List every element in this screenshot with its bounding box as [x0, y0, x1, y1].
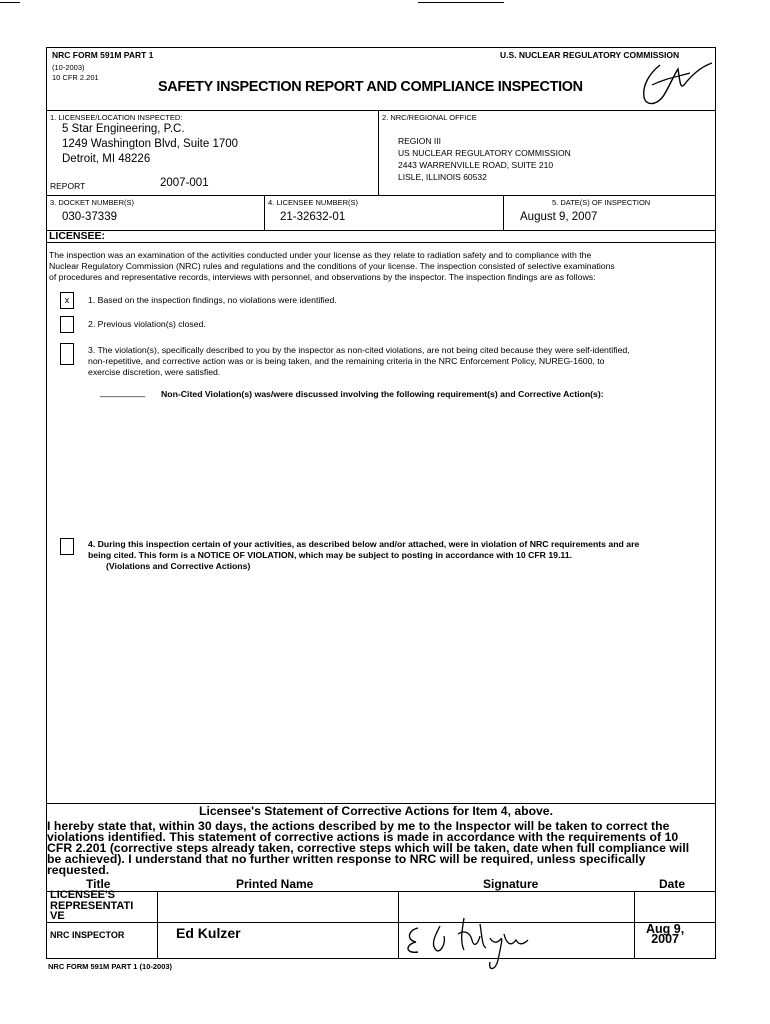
intro-line: of procedures and representative records, interviews with personnel, and observations by the inspector. The inspection findings are as follows:: [49, 272, 596, 282]
agency-name: U.S. NUCLEAR REGULATORY COMMISSION: [500, 50, 680, 60]
scan-mark: [444, 2, 504, 3]
licensee-heading: LICENSEE:: [49, 230, 106, 242]
item4-text: being cited. This form is a NOTICE OF VIOLATION, which may be subject to posting in accordance with 10 CFR 19.11.: [88, 550, 573, 560]
inspection-date: August 9, 2007: [520, 211, 598, 223]
signing-date: [646, 924, 684, 944]
item2-text: 2. Previous violation(s) closed.: [88, 319, 206, 329]
item4-checkbox[interactable]: [60, 538, 74, 555]
docket-number: 030-37339: [62, 211, 117, 223]
inspector-name: Ed Kulzer: [176, 925, 241, 941]
report-label: REPORT: [50, 181, 86, 191]
statement-heading: Licensee's Statement of Corrective Actions for Item 4, above.: [199, 804, 553, 818]
docket-label: 3. DOCKET NUMBER(S): [50, 198, 135, 207]
date-line: Aug 9,: [646, 922, 685, 936]
regional-office-line4: LISLE, ILLINOIS 60532: [398, 172, 487, 182]
rule: [46, 230, 716, 231]
inspector-signature: [400, 914, 550, 976]
rule: [46, 110, 716, 111]
form-title: SAFETY INSPECTION REPORT AND COMPLIANCE INSPECTION: [158, 79, 583, 95]
report-number: 2007-001: [160, 177, 209, 189]
licensee-city: Detroit, MI 48226: [62, 153, 151, 165]
col-date: Date: [659, 877, 686, 891]
licensee-number-label: 4. LICENSEE NUMBER(S): [268, 198, 359, 207]
section1-label: 1. LICENSEE/LOCATION INSPECTED:: [50, 113, 183, 122]
section2-label: 2. NRC/REGIONAL OFFICE: [382, 113, 477, 122]
form-revision: (10-2003): [52, 63, 85, 72]
rule: [264, 195, 265, 230]
inspection-date-label: 5. DATE(S) OF INSPECTION: [552, 198, 651, 207]
statement-line: CFR 2.201 (corrective steps already taken, corrective steps which will be taken, date when full compliance will: [47, 841, 690, 855]
form-id: NRC FORM 591M PART 1: [52, 50, 154, 60]
nrc-inspector-title: NRC INSPECTOR: [50, 930, 125, 940]
scan-mark: [0, 2, 20, 3]
regional-office-line3: 2443 WARRENVILLE ROAD, SUITE 210: [398, 160, 554, 170]
form-footer: NRC FORM 591M PART 1 (10-2003): [48, 962, 173, 971]
intro-line: Nuclear Regulatory Commission (NRC) rules and regulations and the conditions of your license. The inspection consisted of selective examinations: [49, 261, 615, 271]
col-printed-name: Printed Name: [236, 877, 314, 891]
item4-text: 4. During this inspection certain of your activities, as described below and/or attached, were in violation of NRC requirements and are: [88, 539, 640, 549]
regional-office-line2: US NUCLEAR REGULATORY COMMISSION: [398, 148, 571, 158]
licensee-name: 5 Star Engineering, P.C.: [62, 123, 185, 135]
cfr-reference: 10 CFR 2.201: [52, 73, 99, 82]
title-line: REPRESENTATI: [50, 899, 134, 912]
initials-signature: [630, 55, 715, 115]
item3-text: 3. The violation(s), specifically described to you by the inspector as non-cited violations, are not being cited because they were self-identified,: [88, 345, 630, 355]
item2-checkbox[interactable]: [60, 316, 74, 333]
statement-line: violations identified. This statement of corrective actions is made in accordance with the requirements of 10: [47, 830, 679, 844]
rule: [46, 922, 716, 923]
rule: [398, 891, 399, 959]
item3-text: exercise discretion, were satisfied.: [88, 367, 221, 377]
item4-text: (Violations and Corrective Actions): [106, 561, 251, 571]
statement-line: I hereby state that, within 30 days, the actions described by me to the Inspector will be taken to correct the: [47, 819, 670, 833]
date-line: 2007: [651, 932, 679, 946]
col-signature: Signature: [483, 877, 539, 891]
item1-text: 1. Based on the inspection findings, no violations were identified.: [88, 295, 337, 305]
licensee-representative-title: [50, 890, 133, 922]
rule: [46, 242, 716, 243]
rule: [46, 891, 716, 892]
licensee-street: 1249 Washington Blvd, Suite 1700: [62, 138, 239, 150]
item3-checkbox[interactable]: [60, 343, 74, 365]
rule: [378, 110, 379, 195]
title-line: VE: [50, 910, 65, 922]
rule: [46, 195, 716, 196]
intro-line: The inspection was an examination of the activities conducted under your license as they relate to radiation safety and to compliance with the: [49, 250, 592, 260]
col-title: Title: [86, 877, 111, 891]
rule: [157, 891, 158, 959]
title-line: LICENSEE'S: [50, 889, 115, 901]
item1-checkbox[interactable]: x: [60, 292, 74, 309]
rule: [634, 891, 635, 959]
rule: [503, 195, 504, 230]
item3-text: non-repetitive, and corrective action was or is being taken, and the remaining criteria in the NRC Enforcement Policy, NUREG-1600, to: [88, 356, 605, 366]
non-cited-text: Non-Cited Violation(s) was/were discussed involving the following requirement(s) and Corrective Action(s):: [161, 389, 604, 399]
non-cited-blank[interactable]: _________: [100, 387, 146, 397]
regional-office-line1: REGION III: [398, 136, 441, 146]
licensee-number: 21-32632-01: [280, 211, 346, 223]
statement-line: be achieved). I understand that no further written response to NRC will be required, unless specifically: [47, 852, 646, 866]
statement-line: requested.: [47, 863, 110, 877]
scan-mark: [418, 2, 444, 3]
